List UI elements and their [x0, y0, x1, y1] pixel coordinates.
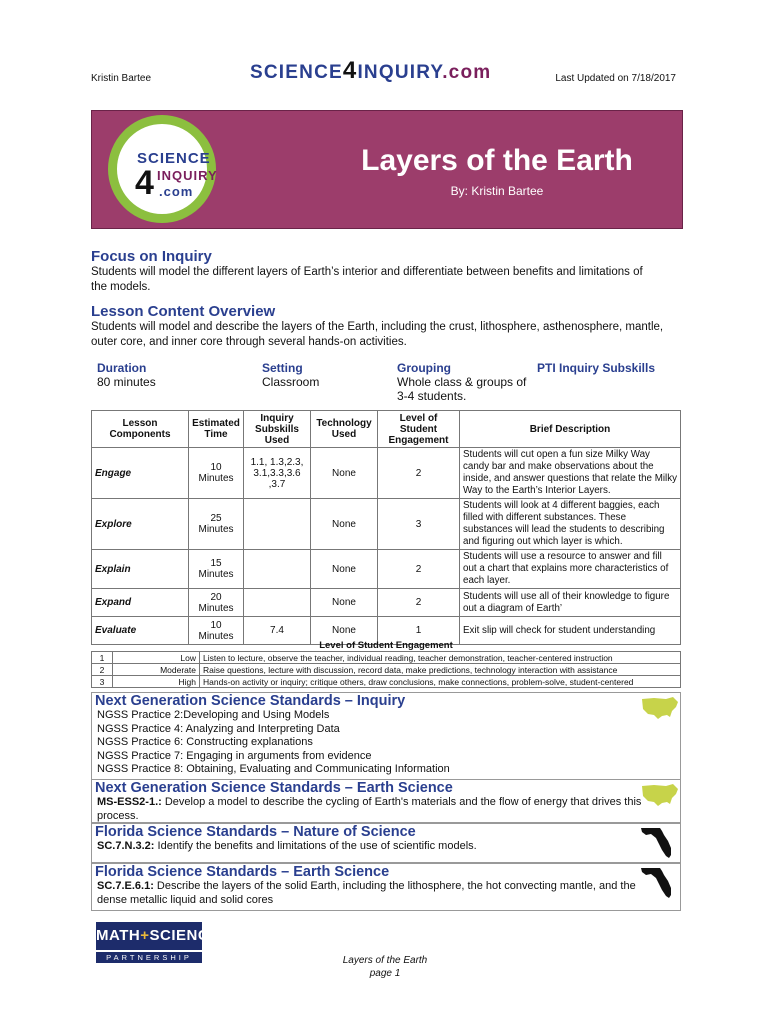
- usa-map-icon: [640, 695, 680, 721]
- level-number: 2: [92, 664, 113, 676]
- banner-logo-science: SCIENCE: [137, 150, 211, 167]
- engagement-cell: 2: [378, 550, 460, 589]
- florida-map-icon: [640, 866, 676, 900]
- level-description: Raise questions, lecture with discussion, record data, make predictions, technology interaction with assistance: [200, 664, 681, 676]
- ngss-practice-item: NGSS Practice 6: Constructing explanations: [97, 736, 313, 748]
- component-cell: Explain: [92, 550, 189, 589]
- ngss-earth-code: MS-ESS2-1.:: [97, 796, 162, 808]
- description-cell: Exit slip will check for student understanding: [460, 617, 681, 645]
- setting-value: Classroom: [262, 375, 320, 389]
- ngss-practice-item: NGSS Practice 2:Developing and Using Models: [97, 709, 330, 721]
- component-cell: Evaluate: [92, 617, 189, 645]
- msp-science: SCIENCE: [149, 927, 220, 944]
- banner-logo-four: 4: [135, 164, 154, 202]
- description-cell: Students will use a resource to answer and fill out a chart that explains more characteristics of each layer.: [460, 550, 681, 589]
- level-description: Hands-on activity or inquiry; critique others, draw conclusions, make connections, problem-solve, student-centered: [200, 676, 681, 688]
- ngss-inquiry-box: [91, 692, 681, 780]
- ngss-practice-item: NGSS Practice 8: Obtaining, Evaluating and Communicating Information: [97, 763, 450, 775]
- page-number: page 1: [369, 968, 401, 979]
- focus-text: Students will model the different layers of Earth’s interior and differentiate between benefits and limitations of the models.: [91, 266, 643, 293]
- banner-logo-com: .com: [159, 184, 194, 199]
- time-cell: 10 Minutes: [189, 617, 244, 645]
- technology-cell: None: [311, 448, 378, 499]
- lesson-components-table: [91, 410, 681, 645]
- msp-logo-top: [96, 922, 220, 950]
- last-updated: Last Updated on 7/18/2017: [555, 73, 676, 84]
- ngss-earth-text: Develop a model to describe the cycling of Earth's materials and the flow of energy that drives this process.: [97, 796, 642, 822]
- fl-nature-code: SC.7.N.3.2:: [97, 840, 155, 852]
- table-row: [92, 550, 681, 589]
- column-header: Estimated Time: [189, 411, 244, 448]
- column-header: Lesson Components: [92, 411, 189, 448]
- time-cell: 10 Minutes: [189, 448, 244, 499]
- fl-nature-standard: [92, 840, 680, 854]
- math-science-partnership-logo: [96, 922, 220, 964]
- site-logo: [250, 57, 491, 85]
- byline: By: Kristin Bartee: [450, 184, 544, 198]
- table-row: [92, 589, 681, 617]
- table-row: [92, 499, 681, 550]
- time-cell: 15 Minutes: [189, 550, 244, 589]
- technology-cell: None: [311, 589, 378, 617]
- fl-earth-text: Describe the layers of the solid Earth, including the lithosphere, the hot convecting mantle, and the dense metallic liquid and solid cores: [97, 880, 636, 906]
- ngss-practice-item: NGSS Practice 7: Engaging in arguments from evidence: [97, 749, 372, 762]
- msp-plus: +: [140, 927, 150, 944]
- fl-nature-heading: Florida Science Standards – Nature of Science: [95, 824, 416, 840]
- author-name: Kristin Bartee: [91, 73, 152, 84]
- setting-label: Setting: [262, 361, 303, 375]
- focus-heading: Focus on Inquiry: [91, 248, 212, 265]
- column-header: Brief Description: [460, 411, 681, 448]
- duration-value: 80 minutes: [97, 375, 156, 389]
- table-row: [92, 664, 681, 676]
- engagement-legend-title: Level of Student Engagement: [319, 640, 453, 651]
- description-cell: Students will use all of their knowledge to figure out a diagram of Earth’: [460, 589, 681, 617]
- fl-earth-heading: Florida Science Standards – Earth Science: [95, 864, 390, 880]
- component-cell: Engage: [92, 448, 189, 499]
- level-number: 1: [92, 652, 113, 664]
- subskills-cell: 7.4: [244, 617, 311, 645]
- ngss-earth-standard: [92, 796, 680, 823]
- msp-math: MATH: [96, 927, 141, 944]
- title-banner: [91, 110, 683, 229]
- column-header: Level of Student Engagement: [378, 411, 460, 448]
- banner-logo: [108, 115, 216, 223]
- level-number: 3: [92, 676, 113, 688]
- ngss-practice-item: NGSS Practice 4: Analyzing and Interpreting Data: [97, 722, 340, 735]
- engagement-cell: 1: [378, 617, 460, 645]
- engagement-cell: 2: [378, 589, 460, 617]
- usa-map-icon: [640, 782, 680, 808]
- subskills-cell: 1.1, 1.3,2.3, 3.1,3.3,3.6 ,3.7: [244, 448, 311, 499]
- column-header: Technology Used: [311, 411, 378, 448]
- site-logo-four: 4: [342, 57, 358, 84]
- description-cell: Students will look at 4 different baggies, each filled with different substances. These substances will lead the students to describing and figuring out which layer is which.: [460, 499, 681, 550]
- description-cell: Students will cut open a fun size Milky Way candy bar and make observations about the inside, and answer questions that relate the Milky Way to the Earth’s Interior Layers.: [460, 448, 681, 499]
- level-name: Low: [113, 652, 200, 664]
- site-logo-science: SCIENCE: [250, 62, 343, 83]
- engagement-cell: 2: [378, 448, 460, 499]
- table-row: [92, 448, 681, 499]
- fl-nature-text: Identify the benefits and limitations of the use of scientific models.: [154, 840, 477, 852]
- time-cell: 25 Minutes: [189, 499, 244, 550]
- fl-nature-box: [91, 823, 681, 863]
- engagement-cell: 3: [378, 499, 460, 550]
- level-name: High: [113, 676, 200, 688]
- page-footer: [290, 954, 480, 980]
- grouping-label: Grouping: [397, 361, 451, 375]
- component-cell: Explore: [92, 499, 189, 550]
- msp-partnership: PARTNERSHIP: [96, 952, 202, 963]
- overview-text: Students will model and describe the layers of the Earth, including the crust, lithosphere, asthenosphere, mantle, outer core, and inner core through several hands-on activities.: [91, 321, 664, 348]
- technology-cell: None: [311, 550, 378, 589]
- banner-logo-inquiry: INQUIRY: [157, 168, 218, 183]
- subskills-cell: [244, 589, 311, 617]
- time-cell: 20 Minutes: [189, 589, 244, 617]
- ngss-inquiry-heading: Next Generation Science Standards – Inquiry: [95, 693, 406, 709]
- florida-map-icon: [640, 826, 676, 860]
- footer-title: Layers of the Earth: [342, 955, 428, 966]
- site-logo-inquiry: INQUIRY: [357, 62, 443, 83]
- subskills-cell: [244, 550, 311, 589]
- ngss-earth-heading: Next Generation Science Standards – Earth Science: [95, 780, 453, 796]
- ngss-inquiry-list: [92, 709, 680, 777]
- fl-earth-standard: [92, 880, 637, 907]
- fl-earth-code: SC.7.E.6.1:: [97, 880, 154, 892]
- component-cell: Expand: [92, 589, 189, 617]
- overview-heading: Lesson Content Overview: [91, 303, 276, 320]
- fl-earth-box: [91, 863, 681, 911]
- technology-cell: None: [311, 617, 378, 645]
- column-header: Inquiry Subskills Used: [244, 411, 311, 448]
- grouping-value: Whole class & groups of 3-4 students.: [397, 375, 527, 403]
- technology-cell: None: [311, 499, 378, 550]
- ngss-earth-box: [91, 779, 681, 823]
- pti-label: PTI Inquiry Subskills: [537, 361, 656, 375]
- level-description: Listen to lecture, observe the teacher, individual reading, teacher demonstration, teacher-centered instruction: [200, 652, 681, 664]
- site-logo-com: .com: [442, 62, 492, 83]
- lesson-info: [91, 358, 681, 406]
- table-header-row: [92, 411, 681, 448]
- page-title: Layers of the Earth: [361, 144, 633, 177]
- level-name: Moderate: [113, 664, 200, 676]
- table-row: [92, 652, 681, 664]
- subskills-cell: [244, 499, 311, 550]
- duration-label: Duration: [97, 361, 147, 375]
- engagement-legend-table: [91, 640, 681, 688]
- table-row: [92, 676, 681, 688]
